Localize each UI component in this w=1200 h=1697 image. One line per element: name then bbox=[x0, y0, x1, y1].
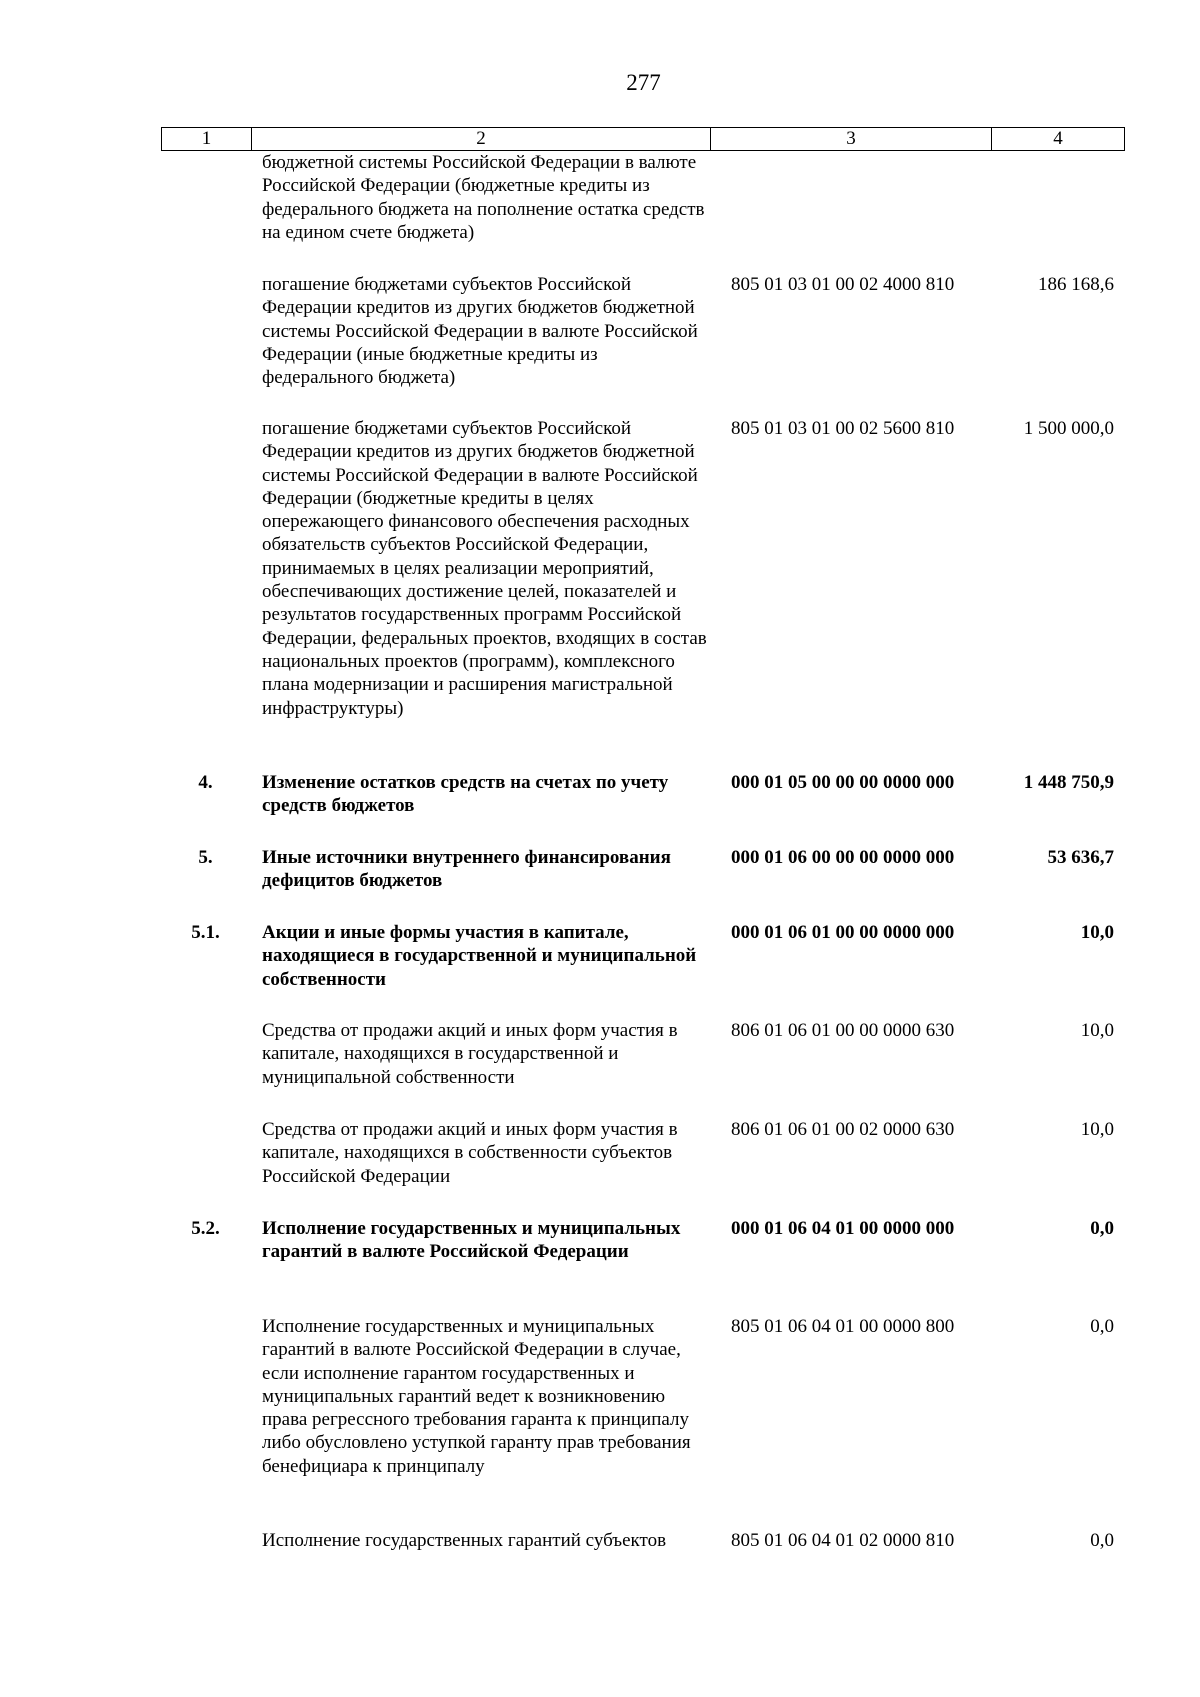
row-number: 4. bbox=[198, 772, 213, 793]
row-number: 5. bbox=[198, 847, 213, 868]
row-amount: 0,0 bbox=[1090, 1530, 1114, 1551]
row-amount: 10,0 bbox=[1080, 1119, 1114, 1140]
row-amount: 0,0 bbox=[1090, 1316, 1114, 1337]
row-description: Исполнение государственных гарантий субъектов bbox=[262, 1530, 667, 1551]
row-amount: 53 636,7 bbox=[1047, 847, 1114, 868]
column-header-row bbox=[162, 128, 1125, 151]
row-amount: 10,0 bbox=[1080, 1020, 1114, 1041]
row-code: 806 01 06 01 00 02 0000 630 bbox=[731, 1119, 955, 1140]
row-description: Исполнение государственных и муниципальных гарантий в валюте Российской Федерации в случае, если исполнение гарантом государственных и муниципальных гарантий ведет к возникновению права регрессного требования гаранта к принципалу либо обусловлено уступкой гаранту прав требования бенефициара к принципалу bbox=[262, 1316, 691, 1477]
row-amount: 10,0 bbox=[1080, 922, 1114, 943]
row-code: 806 01 06 01 00 00 0000 630 bbox=[731, 1020, 955, 1041]
row-description: погашение бюджетами субъектов Российской Федерации кредитов из других бюджетов бюджетной системы Российской Федерации в валюте Российской Федерации (бюджетные кредиты в целях опережающего финансового обеспечения расходных обязательств субъектов Российской Федерации, принимаемых в целях реализации мероприятий, обеспечивающих достижение целей, показателей и результатов государственных программ Российской Федерации, федеральных проектов, входящих в состав национальных проектов (программ), комплексного плана модернизации и расширения магистральной инфраструктуры) bbox=[262, 418, 707, 719]
row-code: 805 01 06 04 01 02 0000 810 bbox=[731, 1530, 955, 1551]
row-amount: 1 448 750,9 bbox=[1023, 772, 1114, 793]
row-code: 805 01 03 01 00 02 4000 810 bbox=[731, 274, 955, 295]
row-code: 805 01 03 01 00 02 5600 810 bbox=[731, 418, 955, 439]
row-amount: 1 500 000,0 bbox=[1023, 418, 1114, 439]
row-number: 5.1. bbox=[191, 922, 220, 943]
column-header-4: 4 bbox=[992, 128, 1125, 151]
column-header-table bbox=[161, 127, 1125, 151]
row-amount: 186 168,6 bbox=[1038, 274, 1114, 295]
row-description: Исполнение государственных и муниципальных гарантий в валюте Российской Федерации bbox=[262, 1218, 681, 1263]
row-code: 000 01 06 04 01 00 0000 000 bbox=[731, 1218, 955, 1239]
row-description: Иные источники внутреннего финансирования дефицитов бюджетов bbox=[262, 847, 671, 892]
row-number: 5.2. bbox=[191, 1218, 220, 1239]
column-header-2: 2 bbox=[252, 128, 711, 151]
column-header-3: 3 bbox=[711, 128, 992, 151]
row-code: 000 01 05 00 00 00 0000 000 bbox=[731, 772, 955, 793]
row-description: Акции и иные формы участия в капитале, находящиеся в государственной и муниципальной собственности bbox=[262, 922, 697, 990]
column-header-1: 1 bbox=[162, 128, 252, 151]
row-code: 805 01 06 04 01 00 0000 800 bbox=[731, 1316, 955, 1337]
row-description: Средства от продажи акций и иных форм участия в капитале, находящихся в государственной и муниципальной собственности bbox=[262, 1020, 678, 1088]
row-description: Изменение остатков средств на счетах по учету средств бюджетов bbox=[262, 772, 669, 817]
row-code: 000 01 06 00 00 00 0000 000 bbox=[731, 847, 955, 868]
row-description: погашение бюджетами субъектов Российской Федерации кредитов из других бюджетов бюджетной системы Российской Федерации в валюте Российской Федерации (иные бюджетные кредиты из федерального бюджета) bbox=[262, 274, 698, 389]
row-description: Средства от продажи акций и иных форм участия в капитале, находящихся в собственности субъектов Российской Федерации bbox=[262, 1119, 678, 1187]
row-code: 000 01 06 01 00 00 0000 000 bbox=[731, 922, 955, 943]
page-number: 277 bbox=[626, 70, 661, 95]
row-amount: 0,0 bbox=[1090, 1218, 1114, 1239]
row-description: бюджетной системы Российской Федерации в валюте Российской Федерации (бюджетные кредиты из федерального бюджета на пополнение остатка средств на едином счете бюджета) bbox=[262, 152, 705, 243]
